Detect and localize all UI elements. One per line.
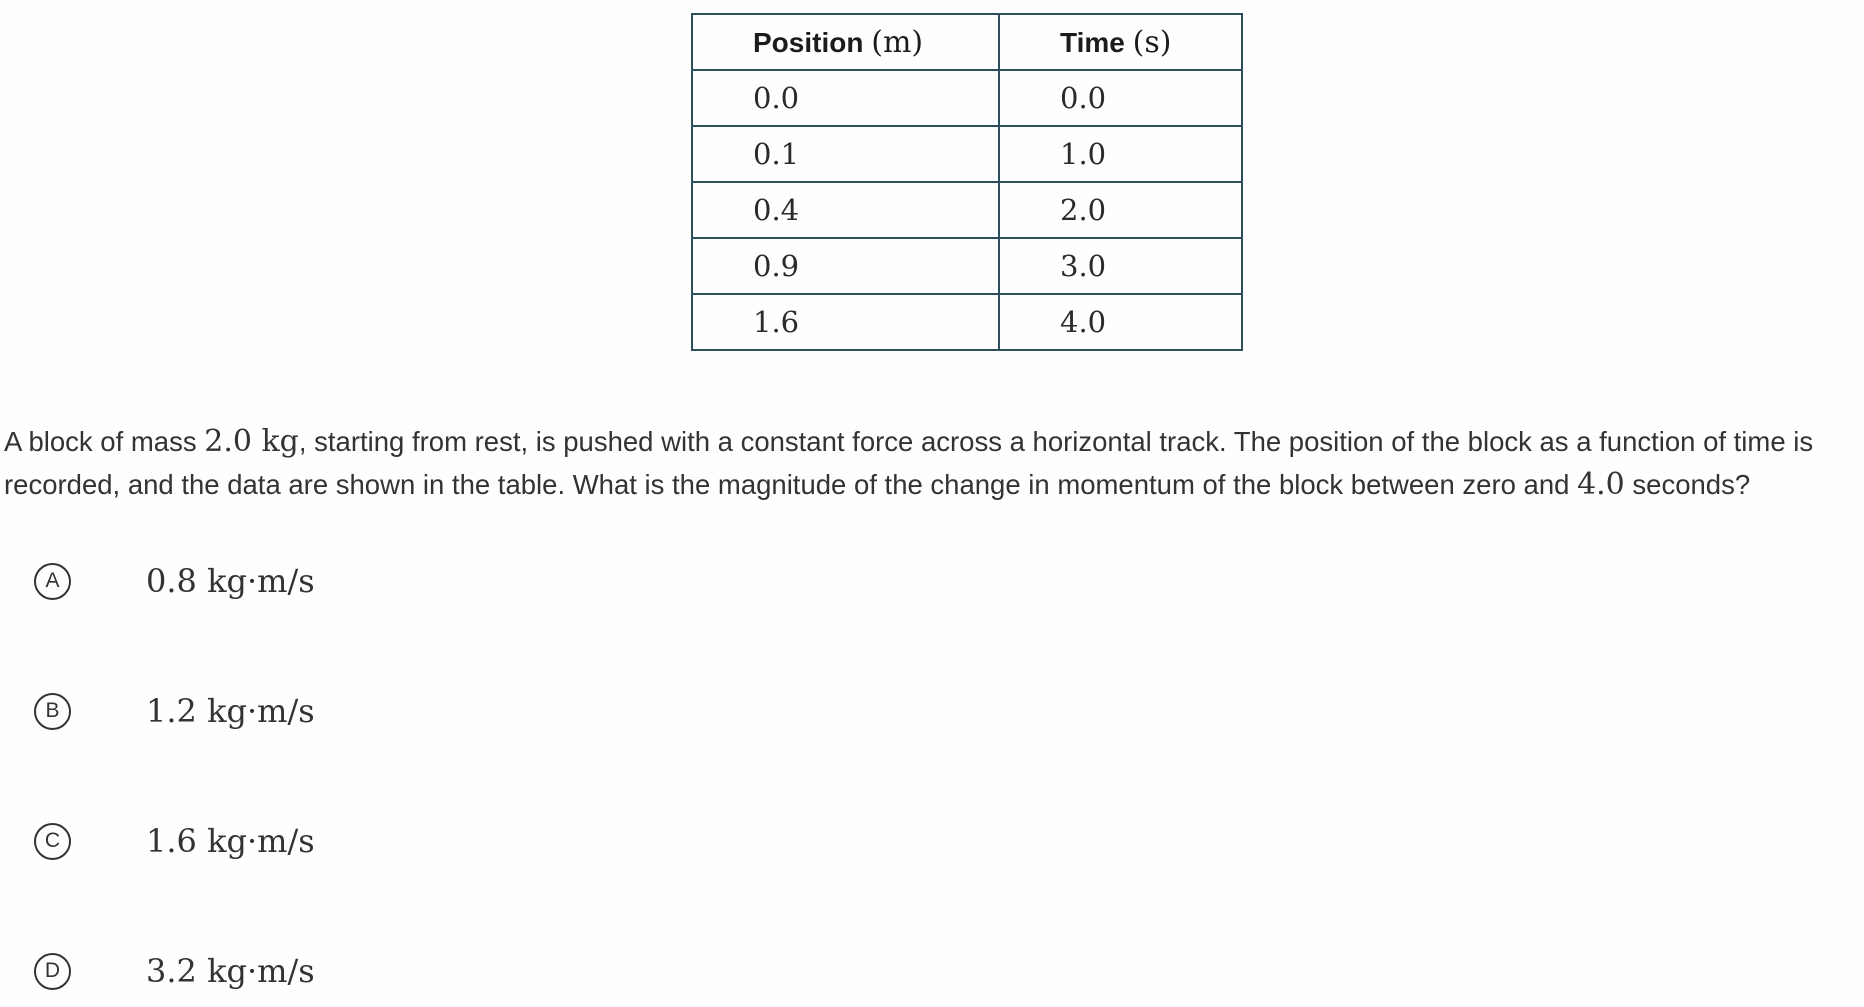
table-header-row [692, 14, 1242, 70]
position-time-table [691, 13, 1243, 351]
table-cell-position: 0.0 [692, 70, 999, 126]
table-cell-position: 0.1 [692, 126, 999, 182]
question-text-part: , starting from rest, is pushed with a constant force across a horizontal track. The position of the block as a function of time is recorded, and the data are shown in the table. What is the magnitude of the change in momentum of the block between zero and [4, 426, 1814, 500]
choice-letter-d-badge[interactable]: D [34, 953, 71, 990]
table-row [692, 70, 1242, 126]
column-header-time: Time (s) [999, 14, 1242, 70]
choice-letter-b-badge[interactable]: B [34, 693, 71, 730]
question-text [4, 420, 1864, 506]
choice-text-a: 0.8 kg·m/s [146, 562, 315, 600]
answer-choice-d[interactable] [34, 949, 315, 993]
choice-text-c: 1.6 kg·m/s [146, 822, 315, 860]
answer-choice-b[interactable] [34, 689, 315, 733]
table-cell-position: 0.9 [692, 238, 999, 294]
column-header-position: Position (m) [692, 14, 999, 70]
answer-choice-a[interactable] [34, 559, 315, 603]
question-text-part: seconds? [1624, 469, 1751, 500]
table-row [692, 126, 1242, 182]
table-cell-position: 1.6 [692, 294, 999, 350]
choice-letter-c-badge[interactable]: C [34, 823, 71, 860]
table-cell-time: 2.0 [999, 182, 1242, 238]
table-cell-time: 1.0 [999, 126, 1242, 182]
table-cell-position: 0.4 [692, 182, 999, 238]
choice-text-b: 1.2 kg·m/s [146, 692, 315, 730]
table-row [692, 238, 1242, 294]
question-mass-value: 2.0 kg [204, 424, 299, 459]
table-cell-time: 3.0 [999, 238, 1242, 294]
choice-letter-a-badge[interactable]: A [34, 563, 71, 600]
table-cell-time: 0.0 [999, 70, 1242, 126]
question-time-value: 4.0 [1577, 467, 1625, 502]
table-cell-time: 4.0 [999, 294, 1242, 350]
table-row [692, 182, 1242, 238]
answer-choice-c[interactable] [34, 819, 315, 863]
choice-text-d: 3.2 kg·m/s [146, 952, 315, 990]
question-text-part: A block of mass [4, 426, 205, 457]
table-row [692, 294, 1242, 350]
